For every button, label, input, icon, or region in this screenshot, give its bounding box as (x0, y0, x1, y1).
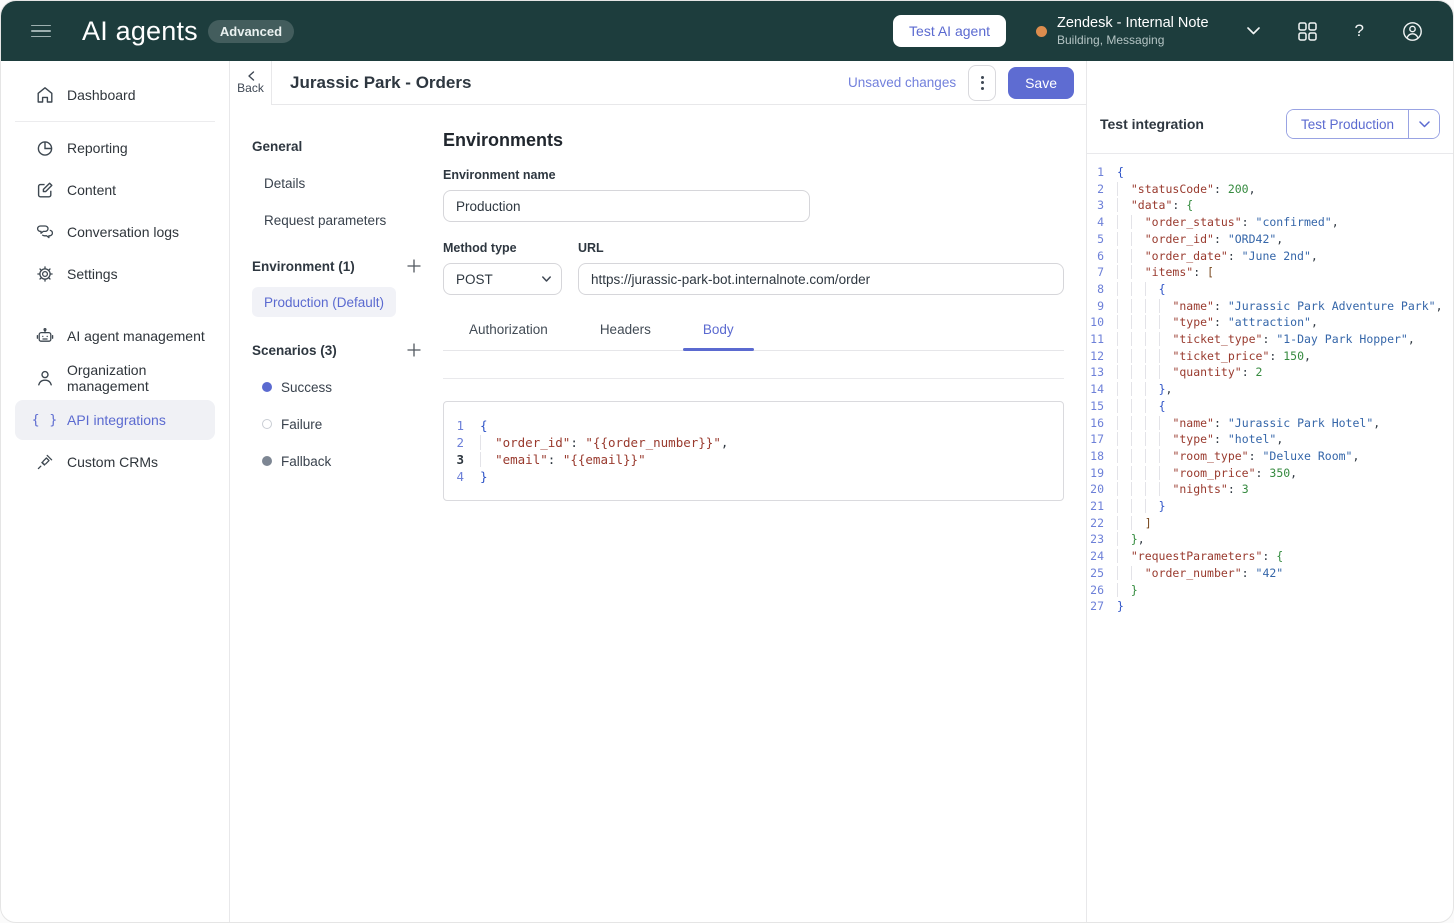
tab-headers[interactable]: Headers (599, 322, 651, 337)
line-number: 2 (456, 435, 464, 450)
chat-icon (35, 222, 55, 242)
more-options-button[interactable] (968, 65, 996, 101)
compose-icon (35, 180, 55, 200)
divider (15, 121, 215, 122)
line-number: 26 (1090, 582, 1104, 597)
back-label: Back (237, 80, 264, 95)
subnav-item-fallback[interactable] (241, 444, 433, 478)
sidebar-item-label: Settings (67, 266, 118, 282)
method-type-label: Method type (443, 241, 517, 255)
subnav-section-scenarios-3 (241, 333, 433, 367)
sidebar-item-label: Conversation logs (67, 224, 180, 240)
line-number: 6 (1097, 248, 1104, 263)
code-line: 6 "order_date": "June 2nd", (1087, 248, 1453, 265)
org-subtitle: Building, Messaging (1057, 33, 1165, 47)
line-number: 3 (456, 452, 464, 467)
code-line: 1 { (1087, 164, 1453, 181)
sidebar-item-api-integrations[interactable] (15, 400, 215, 440)
chevron-down-icon[interactable] (1247, 27, 1260, 35)
line-number: 10 (1090, 315, 1104, 330)
line-number: 5 (1097, 231, 1104, 246)
line-number: 16 (1090, 415, 1104, 430)
subnav-item-label: Request parameters (264, 212, 387, 228)
sidebar-item-conversation-logs[interactable] (15, 212, 215, 252)
org-switcher[interactable] (1036, 15, 1209, 47)
line-number: 19 (1090, 465, 1104, 480)
code-line: 3 "email": "{{email}}" (444, 451, 1063, 468)
tab-body[interactable]: Body (683, 322, 754, 350)
sidebar-item-label: API integrations (67, 412, 166, 428)
page-title: Jurassic Park - Orders (290, 72, 472, 92)
code-line: 26 } (1087, 582, 1453, 599)
line-number: 7 (1097, 265, 1104, 280)
subnav-item-production-default[interactable]: Production (Default) (252, 287, 396, 317)
section-heading: Environments (443, 130, 564, 150)
org-name: Zendesk - Internal Note (1057, 15, 1209, 31)
code-line: 7 "items": [ (1087, 264, 1453, 281)
code-line: 17 "type": "hotel", (1087, 431, 1453, 448)
sidebar-item-label: Custom CRMs (67, 454, 159, 470)
line-number: 8 (1097, 281, 1104, 296)
app-title: AI agents (82, 15, 198, 46)
code-line: 13 "quantity": 2 (1087, 364, 1453, 381)
sidebar-item-settings[interactable] (15, 254, 215, 294)
subnav-item-failure[interactable] (241, 407, 433, 441)
line-number: 17 (1090, 432, 1104, 447)
unsaved-changes-label: Unsaved changes (848, 75, 957, 90)
subnav-item-label: Details (264, 175, 306, 191)
test-production-button[interactable]: Test Production (1287, 110, 1409, 138)
environment-name-input[interactable] (443, 190, 810, 222)
sidebar (1, 61, 230, 922)
code-line: 14 }, (1087, 381, 1453, 398)
sidebar-item-label: AI agent management (67, 328, 205, 344)
sidebar-item-content[interactable] (15, 170, 215, 210)
line-number: 1 (456, 418, 464, 433)
plan-badge: Advanced (208, 20, 294, 43)
subnav-section-general (241, 129, 433, 163)
environment-form (443, 129, 1064, 922)
line-number: 9 (1097, 298, 1104, 313)
tab-authorization[interactable]: Authorization (469, 322, 548, 337)
subnav-section-label: Scenarios (3) (252, 342, 337, 358)
code-line: 4 "order_status": "confirmed", (1087, 214, 1453, 231)
subnav-item-label: Fallback (281, 453, 332, 469)
sidebar-item-custom-crms[interactable] (15, 442, 215, 482)
apps-grid-icon[interactable] (1298, 22, 1317, 41)
test-integration-title: Test integration (1100, 116, 1204, 132)
line-number: 12 (1090, 348, 1104, 363)
line-number: 25 (1090, 565, 1104, 580)
code-line: 16 "name": "Jurassic Park Hotel", (1087, 415, 1453, 432)
sidebar-item-reporting[interactable] (15, 128, 215, 168)
subnav-item-label: Failure (281, 416, 323, 432)
test-ai-agent-button[interactable]: Test AI agent (893, 15, 1006, 47)
line-number: 11 (1090, 332, 1104, 347)
code-line: 24 "requestParameters": { (1087, 548, 1453, 565)
sidebar-item-dashboard[interactable] (15, 75, 215, 115)
code-line: 27 } (1087, 598, 1453, 615)
code-line: 19 "room_price": 350, (1087, 465, 1453, 482)
add-environment-1-button[interactable] (403, 255, 425, 277)
environment-name-label: Environment name (443, 168, 556, 182)
url-label: URL (578, 241, 604, 255)
subnav-section-label: General (252, 138, 303, 154)
scenario-dot-success (262, 382, 272, 392)
subnav-section-label: Environment (1) (252, 258, 355, 274)
code-line: 20 "nights": 3 (1087, 481, 1453, 498)
menu-icon[interactable] (31, 25, 51, 38)
line-number: 4 (456, 469, 464, 484)
code-line: 18 "room_type": "Deluxe Room", (1087, 448, 1453, 465)
method-type-select[interactable] (443, 263, 562, 295)
add-scenarios-3-button[interactable] (403, 339, 425, 361)
code-line: 9 "name": "Jurassic Park Adventure Park", (1087, 298, 1453, 315)
code-line: 3 "data": { (1087, 197, 1453, 214)
sidebar-item-label: Reporting (67, 140, 128, 156)
code-line: 15 { (1087, 398, 1453, 415)
spacer (1, 296, 229, 314)
code-line: 21 } (1087, 498, 1453, 515)
request-tabs (443, 322, 1064, 351)
line-number: 18 (1090, 448, 1104, 463)
code-line: 22 ] (1087, 515, 1453, 532)
help-icon[interactable]: ? (1354, 21, 1364, 40)
sidebar-item-label: Content (67, 182, 117, 198)
code-line: 10 "type": "attraction", (1087, 314, 1453, 331)
app-header (1, 1, 1453, 61)
code-line: 1 { (444, 417, 1063, 434)
status-dot (1036, 26, 1047, 37)
code-line: 25 "order_number": "42" (1087, 565, 1453, 582)
robot-icon (35, 326, 55, 346)
config-subnav (241, 129, 433, 922)
line-number: 24 (1090, 549, 1104, 564)
pie-chart-icon (35, 138, 55, 158)
line-number: 1 (1097, 165, 1104, 179)
test-response-viewer[interactable] (1087, 154, 1453, 922)
test-integration-panel (1086, 61, 1453, 922)
line-number: 21 (1090, 499, 1104, 514)
line-number: 4 (1097, 215, 1104, 230)
subnav-item-details[interactable] (241, 166, 433, 200)
caret-down-icon (542, 276, 551, 282)
test-options-caret[interactable] (1409, 110, 1439, 138)
save-button[interactable]: Save (1008, 67, 1074, 99)
code-line: 2 "statusCode": 200, (1087, 181, 1453, 198)
scenario-dot-failure (262, 419, 272, 429)
line-number: 2 (1097, 181, 1104, 196)
sidebar-item-ai-agent-management[interactable] (15, 316, 215, 356)
code-line: 8 { (1087, 281, 1453, 298)
account-icon[interactable] (1402, 21, 1423, 42)
line-number: 22 (1090, 515, 1104, 530)
home-icon (35, 85, 55, 105)
line-number: 3 (1097, 198, 1104, 213)
gear-icon (35, 264, 55, 284)
back-button[interactable] (230, 61, 272, 105)
scenario-dot-fallback (262, 456, 272, 466)
line-number: 15 (1090, 398, 1104, 413)
sidebar-item-label: Dashboard (67, 87, 136, 103)
test-production-split-button (1286, 109, 1440, 139)
braces-icon: { } (31, 412, 59, 428)
main-content (230, 61, 1086, 922)
code-line: 23 }, (1087, 531, 1453, 548)
content-toolbar (230, 61, 1086, 105)
code-line: 5 "order_id": "ORD42", (1087, 231, 1453, 248)
divider (443, 378, 1064, 379)
subnav-item-label: Success (281, 379, 333, 395)
person-icon (35, 368, 55, 388)
chevron-down-icon (1419, 121, 1430, 128)
code-line: 4 } (444, 468, 1063, 485)
code-line: 2 "order_id": "{{order_number}}", (444, 434, 1063, 451)
line-number: 14 (1090, 382, 1104, 397)
line-number: 23 (1090, 532, 1104, 547)
line-number: 27 (1090, 599, 1104, 614)
sidebar-item-label: Organization management (67, 362, 149, 394)
method-type-value: POST (456, 271, 493, 287)
code-line: 11 "ticket_type": "1-Day Park Hopper", (1087, 331, 1453, 348)
plug-icon (35, 452, 55, 472)
line-number: 20 (1090, 482, 1104, 497)
url-input[interactable] (578, 263, 1064, 295)
line-number: 13 (1090, 365, 1104, 380)
sidebar-item-organization-management[interactable] (15, 358, 215, 398)
subnav-item-request-parameters[interactable] (241, 203, 433, 237)
code-line: 12 "ticket_price": 150, (1087, 348, 1453, 365)
subnav-item-success[interactable] (241, 370, 433, 404)
body-code-editor[interactable] (443, 401, 1064, 501)
subnav-section-environment-1 (241, 249, 433, 283)
